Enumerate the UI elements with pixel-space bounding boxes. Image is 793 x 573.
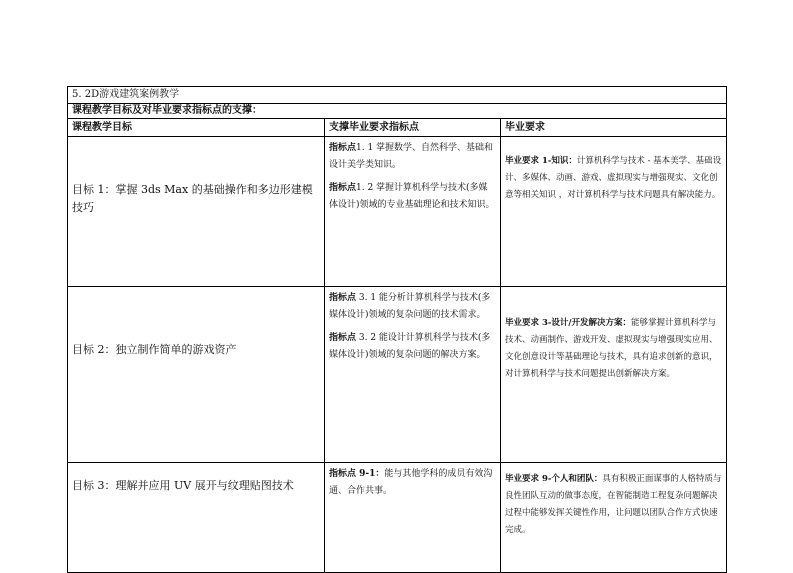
goal-cell: 目标 2：独立制作简单的游戏资产 (68, 287, 325, 463)
goal-cell: 目标 3：理解并应用 UV 展开与纹理贴图技术 (68, 463, 325, 573)
requirement-cell (501, 287, 727, 463)
requirement-text: 能够掌握计算机科学与技术、动画制作、游戏开发、虚拟现实与增强现实应用、文化创意设计等基础理论与技术，具有追求创新的意识，对计算机科学与技术问题提出创新解决方案。 (505, 318, 718, 379)
requirement-cell (501, 463, 727, 573)
indicator-item: 指标点1. 1 掌握数学、自然科学、基础和设计美学类知识。 (329, 143, 494, 170)
requirement-text: 计算机科学与技术 - 基本美学、基础设计、多媒体、动画、游戏、虚拟现实与增强现实、文化创意等相关知识 ，对计算机科学与技术问题具有解决能力。 (505, 156, 722, 200)
requirement-text: 具有积极正面谋事的人格特质与良性团队互动的做事态度，在智能制造工程复杂问题解决过程中能够发挥关键性作用，让问题以团队合作方式快速完成。 (505, 474, 722, 535)
indicators-cell (325, 463, 501, 573)
table-subtitle: 课程教学目标及对毕业要求指标点的支撑： (68, 104, 727, 119)
requirement-label: 毕业要求 1-知识： (505, 156, 577, 166)
requirement-cell (501, 137, 727, 287)
course-objectives-table (67, 86, 727, 573)
indicator-item: 指标点 3. 2 能设计计算机科学与技术(多媒体设计)领域的复杂问题的解决方案。 (329, 333, 491, 360)
header-graduation-requirement: 毕业要求 (501, 119, 727, 137)
header-indicators: 支撑毕业要求指标点 (325, 119, 501, 137)
indicator-item: 指标点 9-1：能与其他学科的成员有效沟通、合作共事。 (329, 469, 493, 496)
indicators-cell (325, 287, 501, 463)
section-title: 5. 2D游戏建筑案例教学 (68, 87, 727, 104)
header-course-goal: 课程教学目标 (68, 119, 325, 137)
indicator-item: 指标点1. 2 掌握计算机科学与技术(多媒体设计)领域的专业基础理论和技术知识。 (329, 183, 495, 210)
table-row (68, 463, 727, 573)
goal-cell: 目标 1：掌握 3ds Max 的基础操作和多边形建模技巧 (68, 137, 325, 287)
requirement-label: 毕业要求 3-设计/开发解决方案： (505, 318, 632, 328)
requirement-label: 毕业要求 9-个人和团队： (505, 474, 603, 484)
table-row (68, 287, 727, 463)
table-row (68, 137, 727, 287)
indicator-item: 指标点 3. 1 能分析计算机科学与技术(多媒体设计)领域的复杂问题的技术需求。 (329, 293, 491, 320)
indicators-cell (325, 137, 501, 287)
